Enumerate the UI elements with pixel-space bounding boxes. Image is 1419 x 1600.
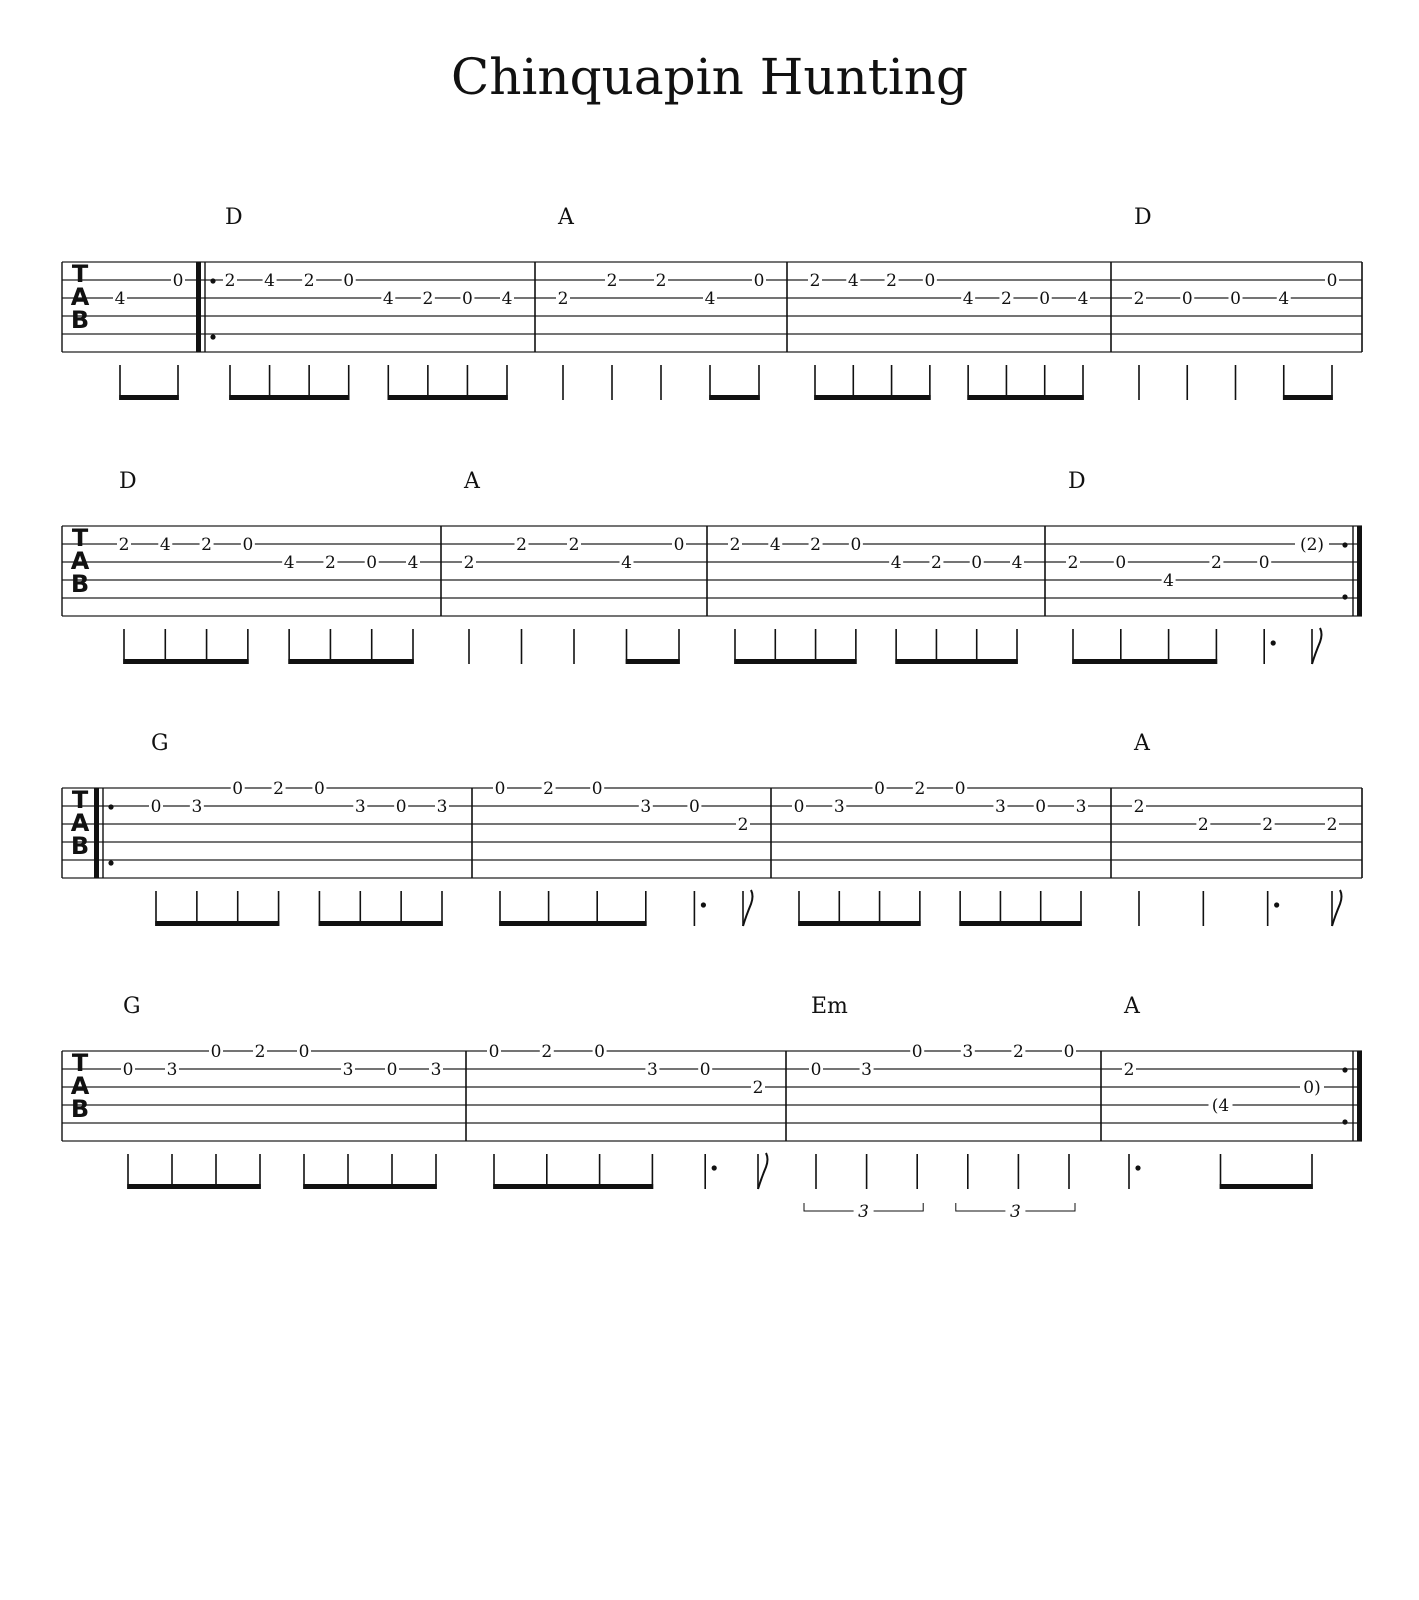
fret-number: 4 xyxy=(704,289,716,309)
note-beam xyxy=(303,1184,437,1189)
tab-clef-letter: B xyxy=(70,832,90,860)
fret-number: 0 xyxy=(494,779,506,799)
fret-number: 0 xyxy=(395,797,407,817)
fret-number: 0 xyxy=(971,553,983,573)
fret-number: 2 xyxy=(254,1042,266,1062)
note-beam xyxy=(814,395,930,400)
start-repeat-thick-bar xyxy=(196,262,201,352)
fret-number: 0 xyxy=(1115,553,1127,573)
fret-number: 2 xyxy=(201,535,212,555)
fret-number: 4 xyxy=(847,271,859,291)
fret-number: 2 xyxy=(303,271,315,291)
note-beam xyxy=(959,921,1081,926)
note-beam xyxy=(1072,659,1217,664)
repeat-dot xyxy=(210,278,215,283)
tab-clef-letter: A xyxy=(70,1072,90,1100)
fret-number: 0 xyxy=(386,1060,398,1080)
note-beam xyxy=(119,395,179,400)
fret-number: 0) xyxy=(1303,1078,1321,1098)
fret-number: 0 xyxy=(172,271,184,291)
tab-system xyxy=(62,731,1362,926)
note-beam xyxy=(1220,1184,1313,1189)
end-repeat-thick-bar xyxy=(1357,1051,1362,1141)
dot xyxy=(712,1165,717,1170)
note-beam xyxy=(229,395,349,400)
repeat-dot xyxy=(108,804,113,809)
fret-number: 0 xyxy=(874,779,885,799)
fret-number: 4 xyxy=(264,271,275,291)
repeat-dot xyxy=(1342,594,1347,599)
note-beam xyxy=(499,921,646,926)
fret-number: 2 xyxy=(118,535,130,555)
fret-number: 4 xyxy=(1163,571,1175,591)
tuplet-number: 3 xyxy=(1009,1202,1021,1222)
fret-number: 0 xyxy=(1063,1042,1075,1062)
fret-number: 3 xyxy=(342,1060,354,1080)
fret-number: 2 xyxy=(810,535,821,555)
tab-clef-letter: B xyxy=(70,1095,90,1123)
note-beam xyxy=(288,659,413,664)
repeat-dot xyxy=(108,860,113,865)
fret-number: 0 xyxy=(673,535,685,555)
tab-clef-letter: A xyxy=(70,547,90,575)
chord-symbol: D xyxy=(225,205,243,230)
fret-number: 2 xyxy=(606,271,618,291)
tuplet-bracket xyxy=(874,1203,924,1211)
dot xyxy=(1274,902,1279,907)
fret-number: 2 xyxy=(543,779,555,799)
fret-number: 0 xyxy=(699,1060,711,1080)
fret-number: 3 xyxy=(861,1060,873,1080)
tuplet-bracket xyxy=(804,1203,854,1211)
fret-number: 3 xyxy=(436,797,448,817)
tuplet-number: 3 xyxy=(858,1202,870,1222)
fret-number: 2 xyxy=(752,1078,764,1098)
fret-number: 2 xyxy=(914,779,926,799)
fret-number: 0 xyxy=(810,1060,822,1080)
fret-number: 4 xyxy=(283,553,295,573)
fret-number: 2 xyxy=(325,553,336,573)
fret-number: 2 xyxy=(1197,815,1209,835)
fret-number: 4 xyxy=(1011,553,1023,573)
fret-number: 0 xyxy=(343,271,355,291)
fret-number: 0 xyxy=(366,553,378,573)
note-beam xyxy=(127,1184,261,1189)
chord-symbol: D xyxy=(1068,469,1086,494)
fret-number: 2 xyxy=(1326,815,1338,835)
fret-number: 4 xyxy=(159,535,171,555)
note-beam xyxy=(155,921,279,926)
fret-number: 0 xyxy=(242,535,254,555)
fret-number: 4 xyxy=(407,553,419,573)
fret-number: 4 xyxy=(382,289,394,309)
note-beam xyxy=(798,921,920,926)
fret-number: 0 xyxy=(911,1042,923,1062)
fret-number: 2 xyxy=(273,779,284,799)
fret-number: 2 xyxy=(1012,1042,1024,1062)
tab-clef-letter: A xyxy=(70,809,90,837)
note-beam xyxy=(319,921,443,926)
fret-number: 4 xyxy=(962,289,974,309)
note-beam xyxy=(626,659,680,664)
fret-number: 0 xyxy=(591,779,603,799)
fret-number: 0 xyxy=(753,271,765,291)
fret-number: (4 xyxy=(1211,1096,1230,1116)
end-repeat-thick-bar xyxy=(1357,526,1362,616)
fret-number: 2 xyxy=(1123,1060,1135,1080)
fret-number: 3 xyxy=(430,1060,442,1080)
chord-symbol: A xyxy=(464,469,480,494)
tab-clef-letter: T xyxy=(71,524,89,552)
fret-number: 0 xyxy=(150,797,162,817)
fret-number: 4 xyxy=(890,553,902,573)
fret-number: 3 xyxy=(646,1060,658,1080)
eighth-flag xyxy=(1312,628,1322,664)
dot xyxy=(701,902,706,907)
chord-symbol: D xyxy=(119,469,137,494)
fret-number: 0 xyxy=(122,1060,134,1080)
fret-number: 0 xyxy=(954,779,966,799)
fret-number: 0 xyxy=(1258,553,1270,573)
note-beam xyxy=(387,395,507,400)
fret-number: 2 xyxy=(931,553,942,573)
fret-number: 2 xyxy=(737,815,749,835)
tab-system xyxy=(62,205,1362,400)
page-title: Chinquapin Hunting xyxy=(450,48,969,106)
tab-system xyxy=(62,469,1362,664)
fret-number: 2 xyxy=(1262,815,1274,835)
eighth-flag xyxy=(743,890,753,926)
note-beam xyxy=(967,395,1083,400)
fret-number: 0 xyxy=(1039,289,1051,309)
fret-number: 2 xyxy=(886,271,897,291)
fret-number: 2 xyxy=(1210,553,1222,573)
fret-number: 2 xyxy=(568,535,580,555)
fret-number: 2 xyxy=(422,289,434,309)
eighth-flag xyxy=(1332,890,1342,926)
fret-number: 0 xyxy=(1230,289,1241,309)
fret-number: 2 xyxy=(809,271,821,291)
fret-number: 0 xyxy=(314,779,325,799)
fret-number: 4 xyxy=(769,535,781,555)
fret-number: 0 xyxy=(1181,289,1193,309)
fret-number: 2 xyxy=(1067,553,1079,573)
repeat-dot xyxy=(1342,1119,1347,1124)
tab-clef-letter: T xyxy=(71,1049,89,1077)
fret-number: 2 xyxy=(557,289,569,309)
fret-number: 0 xyxy=(1035,797,1047,817)
fret-number: 4 xyxy=(1077,289,1089,309)
note-beam xyxy=(493,1184,653,1189)
fret-number: (2) xyxy=(1299,535,1325,555)
fret-number: 0 xyxy=(850,535,862,555)
fret-number: 0 xyxy=(462,289,473,309)
tab-clef-letter: T xyxy=(71,786,89,814)
fret-number: 2 xyxy=(224,271,236,291)
fret-number: 2 xyxy=(516,535,527,555)
fret-number: 2 xyxy=(541,1042,553,1062)
chord-symbol: A xyxy=(1134,731,1150,756)
note-beam xyxy=(1283,395,1333,400)
fret-number: 2 xyxy=(729,535,741,555)
fret-number: 0 xyxy=(232,779,244,799)
fret-number: 0 xyxy=(1326,271,1338,291)
tuplet-bracket xyxy=(956,1203,1006,1211)
fret-number: 0 xyxy=(924,271,936,291)
fret-number: 3 xyxy=(191,797,203,817)
fret-number: 4 xyxy=(621,553,632,573)
fret-number: 0 xyxy=(488,1042,500,1062)
tab-clef-letter: B xyxy=(70,306,90,334)
fret-number: 3 xyxy=(1075,797,1087,817)
fret-number: 4 xyxy=(1278,289,1290,309)
chord-symbol: A xyxy=(558,205,574,230)
fret-number: 2 xyxy=(463,553,475,573)
fret-number: 3 xyxy=(995,797,1006,817)
note-beam xyxy=(895,659,1017,664)
eighth-flag xyxy=(758,1153,768,1189)
dot xyxy=(1135,1165,1140,1170)
tab-clef-letter: B xyxy=(70,570,90,598)
start-repeat-thick-bar xyxy=(94,788,99,878)
fret-number: 3 xyxy=(962,1042,974,1062)
fret-number: 3 xyxy=(833,797,845,817)
note-beam xyxy=(123,659,248,664)
note-beam xyxy=(734,659,856,664)
repeat-dot xyxy=(210,334,215,339)
repeat-dot xyxy=(1342,1067,1347,1072)
chord-symbol: G xyxy=(151,731,169,756)
fret-number: 4 xyxy=(501,289,513,309)
repeat-dot xyxy=(1342,542,1347,547)
fret-number: 4 xyxy=(114,289,126,309)
tab-clef-letter: T xyxy=(71,260,89,288)
fret-number: 2 xyxy=(1133,797,1145,817)
fret-number: 0 xyxy=(793,797,805,817)
fret-number: 0 xyxy=(688,797,700,817)
fret-number: 0 xyxy=(210,1042,222,1062)
tab-system xyxy=(62,994,1362,1222)
tab-clef-letter: A xyxy=(70,283,90,311)
fret-number: 2 xyxy=(1001,289,1012,309)
chord-symbol: G xyxy=(123,994,141,1019)
dot xyxy=(1271,640,1276,645)
tuplet-bracket xyxy=(1025,1203,1075,1211)
chord-symbol: Em xyxy=(811,994,848,1019)
fret-number: 3 xyxy=(354,797,366,817)
chord-symbol: A xyxy=(1124,994,1140,1019)
fret-number: 3 xyxy=(640,797,652,817)
fret-number: 2 xyxy=(1133,289,1145,309)
fret-number: 0 xyxy=(298,1042,310,1062)
chord-symbol: D xyxy=(1134,205,1152,230)
fret-number: 0 xyxy=(594,1042,606,1062)
fret-number: 3 xyxy=(166,1060,178,1080)
fret-number: 2 xyxy=(655,271,667,291)
note-beam xyxy=(709,395,760,400)
